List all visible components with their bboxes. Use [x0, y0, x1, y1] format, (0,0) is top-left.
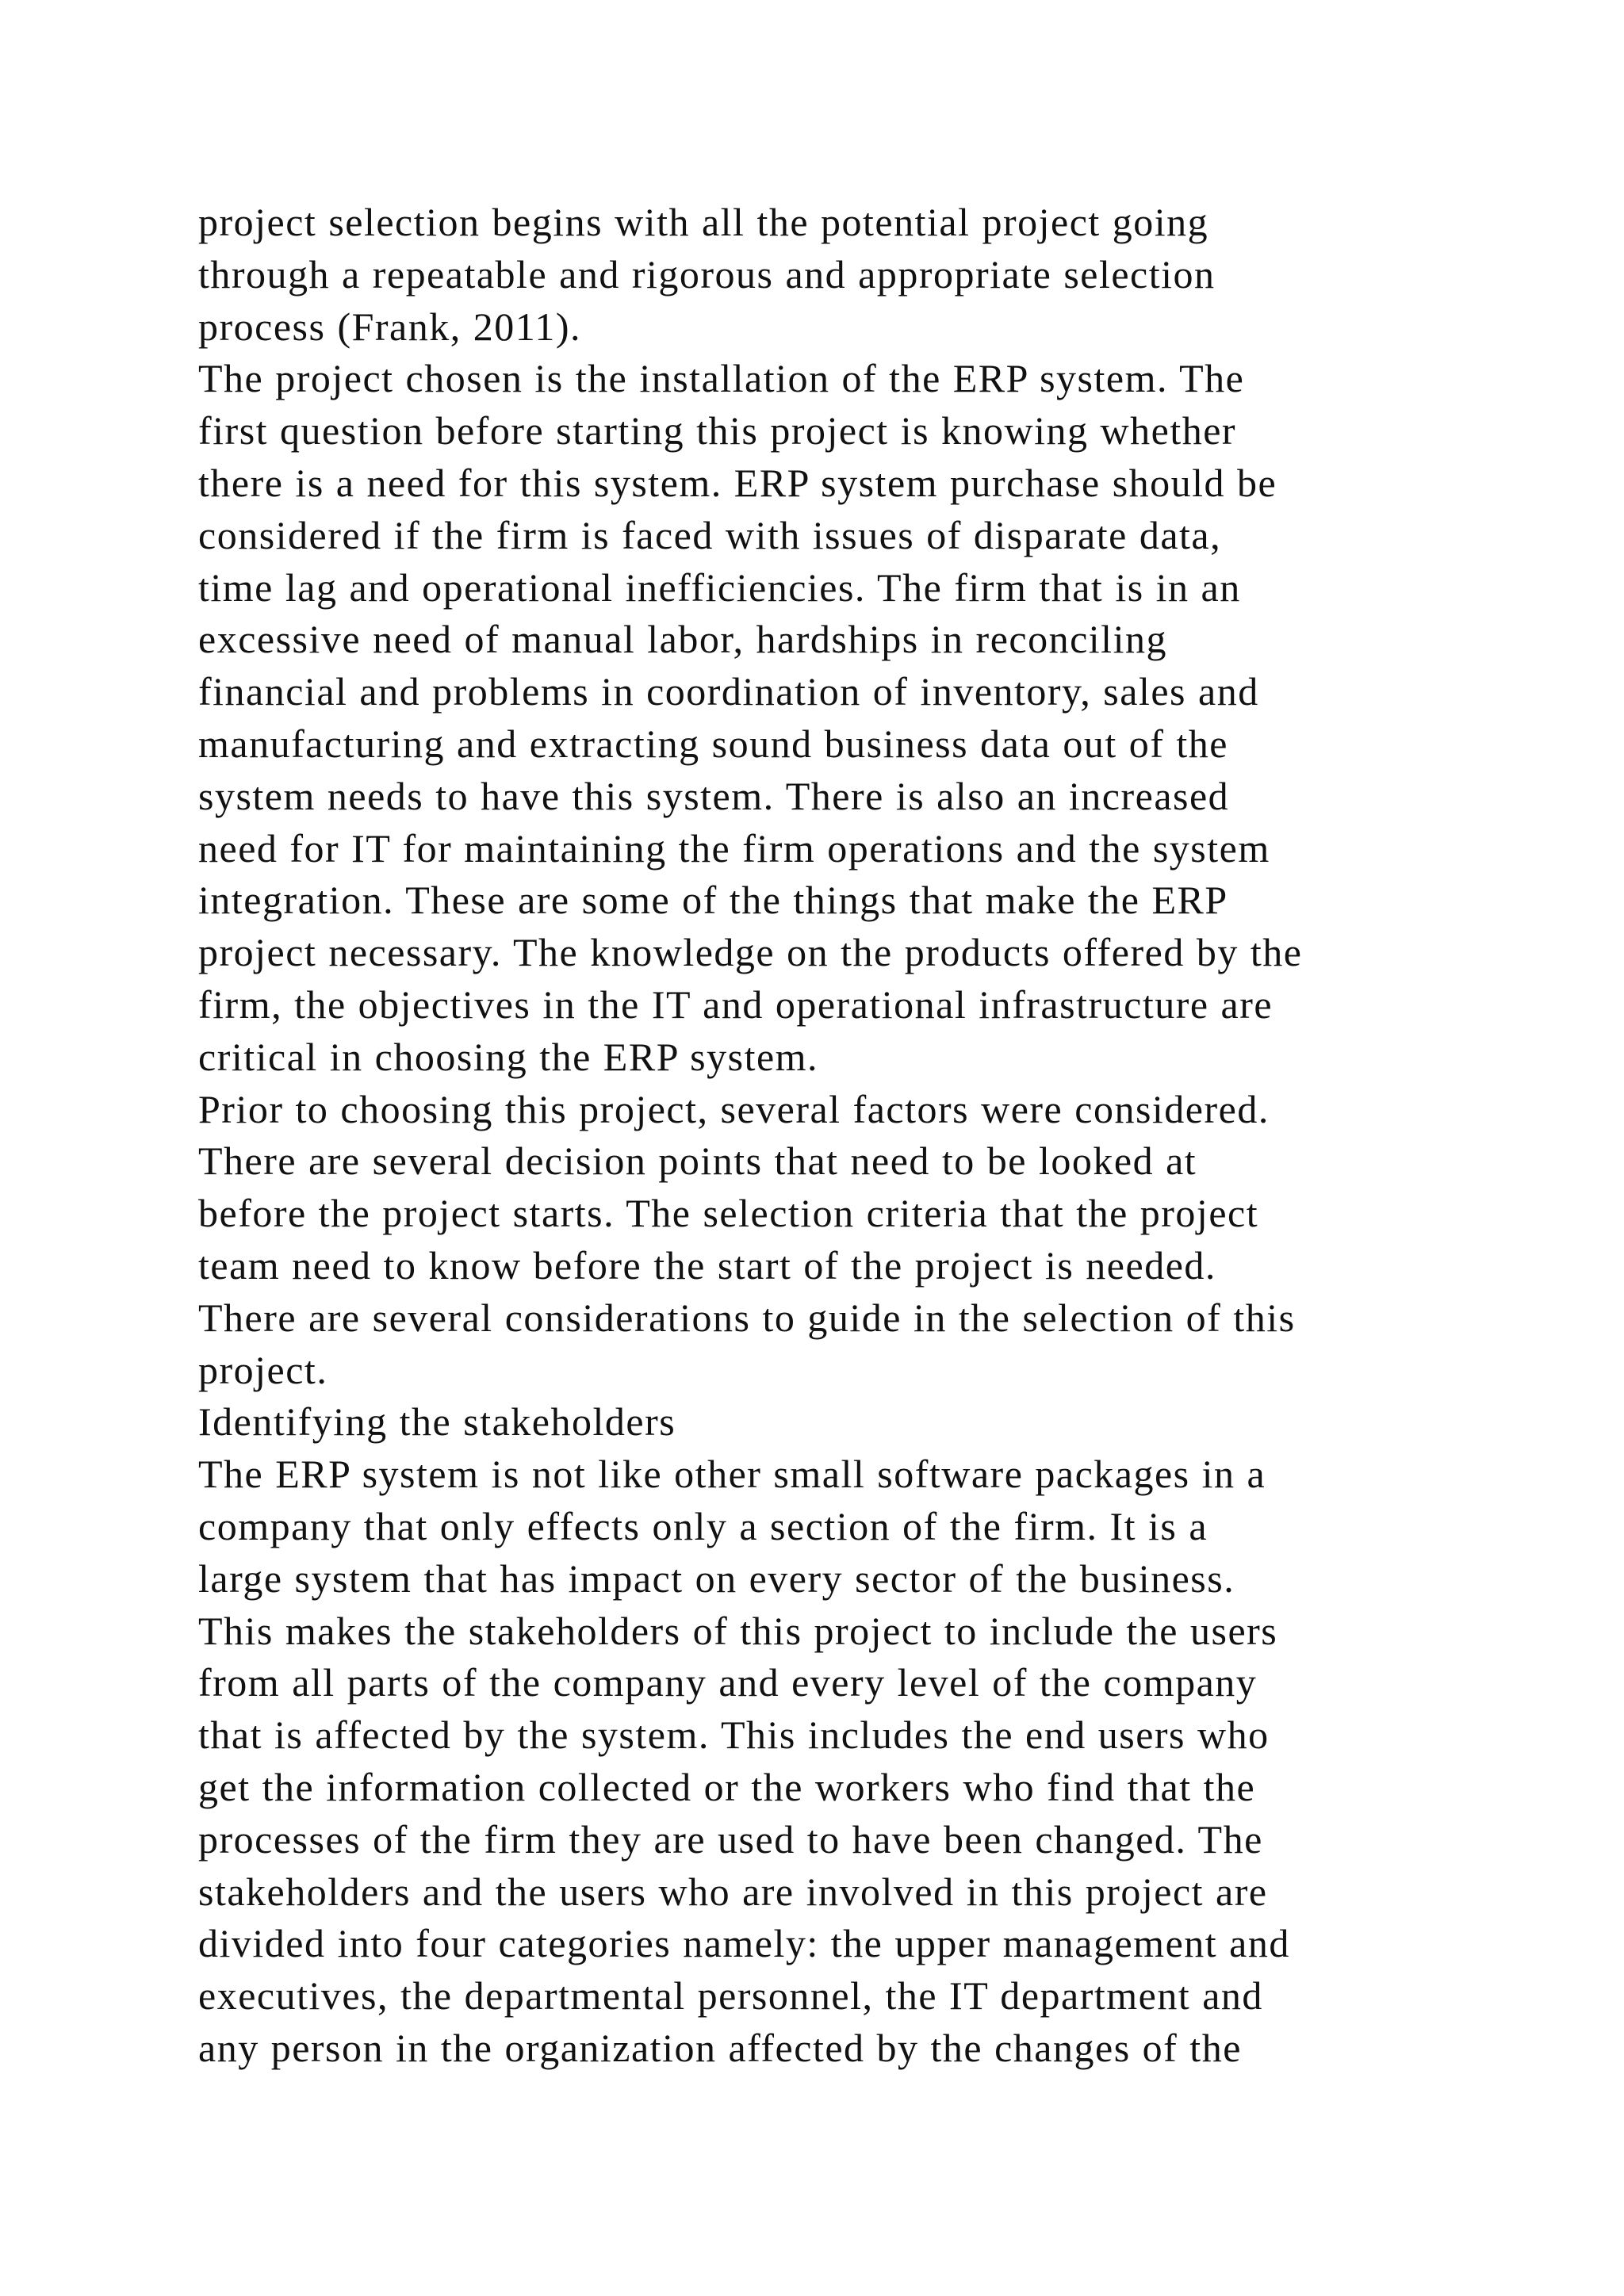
text-line: There are several decision points that need to be looked at	[198, 1138, 1197, 1184]
text-line: any person in the organization affected by the changes of the	[198, 2025, 1242, 2070]
section-heading: Identifying the stakeholders	[198, 1399, 676, 1445]
text-line: project.	[198, 1347, 328, 1392]
text-line: processes of the firm they are used to have been changed. The	[198, 1816, 1263, 1862]
text-line: manufacturing and extracting sound business data out of the	[198, 721, 1228, 766]
text-line: divided into four categories namely: the upper management and	[198, 1921, 1290, 1966]
text-line: considered if the firm is faced with issues of disparate data,	[198, 512, 1222, 557]
text-line: excessive need of manual labor, hardships in reconciling	[198, 617, 1167, 662]
text-line: first question before starting this project is knowing whether	[198, 408, 1237, 453]
text-line: project necessary. The knowledge on the products offered by the	[198, 930, 1303, 975]
text-line: team need to know before the start of the project is needed.	[198, 1242, 1216, 1288]
text-line: process (Frank, 2011).	[198, 304, 582, 349]
text-line: system needs to have this system. There is also an increased	[198, 773, 1230, 818]
text-line: critical in choosing the ERP system.	[198, 1034, 819, 1079]
text-line: There are several considerations to guide in the selection of this	[198, 1295, 1296, 1340]
text-line: stakeholders and the users who are involved in this project are	[198, 1869, 1268, 1914]
text-line: Prior to choosing this project, several factors were considered.	[198, 1086, 1270, 1131]
text-line: need for IT for maintaining the firm operations and the system	[198, 825, 1270, 871]
text-line: executives, the departmental personnel, the IT department and	[198, 1973, 1263, 2019]
text-line: This makes the stakeholders of this project to include the users	[198, 1608, 1278, 1653]
text-line: financial and problems in coordination of inventory, sales and	[198, 669, 1259, 714]
text-line: that is affected by the system. This includes the end users who	[198, 1712, 1270, 1758]
text-line: The project chosen is the installation of the ERP system. The	[198, 356, 1245, 401]
text-line: The ERP system is not like other small software packages in a	[198, 1452, 1266, 1497]
text-line: project selection begins with all the potential project going	[198, 200, 1209, 244]
text-line: firm, the objectives in the IT and operational infrastructure are	[198, 982, 1274, 1027]
text-line: time lag and operational inefficiencies. The firm that is in an	[198, 564, 1241, 610]
text-line: large system that has impact on every sector of the business.	[198, 1556, 1235, 1601]
text-line: before the project starts. The selection criteria that the project	[198, 1191, 1259, 1236]
text-line: from all parts of the company and every level of the company	[198, 1660, 1258, 1705]
text-line: get the information collected or the workers who find that the	[198, 1764, 1256, 1809]
text-line: through a repeatable and rigorous and appropriate selection	[198, 251, 1216, 297]
text-line: integration. These are some of the things that make the ERP	[198, 878, 1228, 923]
text-line: company that only effects only a section of the firm. It is a	[198, 1503, 1208, 1548]
text-line: there is a need for this system. ERP system purchase should be	[198, 460, 1277, 505]
body-text	[198, 197, 1515, 2075]
